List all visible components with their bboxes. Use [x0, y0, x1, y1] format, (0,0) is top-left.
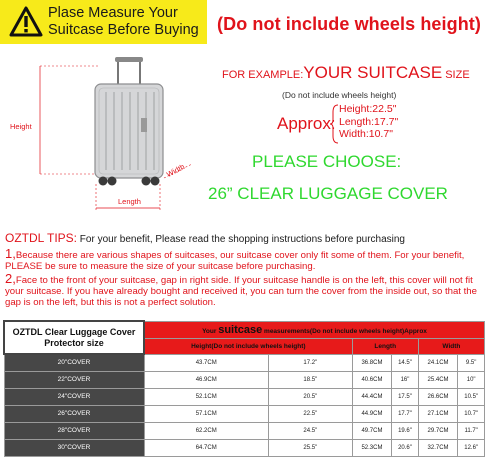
please-choose: PLEASE CHOOSE: — [252, 152, 402, 171]
cell: 18.5" — [268, 371, 352, 388]
cell: 11.7" — [458, 422, 485, 439]
table-row — [4, 388, 485, 405]
cell: 26.6CM — [418, 388, 458, 405]
tips-intro: For your benefit, Please read the shopping instructions before purchasing — [77, 234, 405, 245]
cell: 20.6" — [392, 439, 419, 456]
dim-height: Height:22.5" — [339, 103, 397, 115]
example-main: YOUR SUITCASE — [303, 63, 443, 82]
cell: 64.7CM — [144, 439, 268, 456]
table-row — [4, 371, 485, 388]
example-suffix: SIZE — [442, 69, 470, 81]
cell: 10.5" — [458, 388, 485, 405]
table-row — [4, 422, 485, 439]
cell: 17.7" — [392, 405, 419, 422]
tips-header — [5, 233, 485, 246]
row-name: 28"COVER — [4, 422, 144, 439]
cell: 40.6CM — [352, 371, 392, 388]
cover-recommendation: 26” CLEAR LUGGAGE COVER — [208, 184, 448, 203]
suitcase-diagram — [0, 48, 200, 218]
cell: 43.7CM — [144, 354, 268, 371]
cell: 19.6" — [392, 422, 419, 439]
row-name: 20"COVER — [4, 354, 144, 371]
table-row — [4, 354, 485, 371]
tips-title: OZTDL TIPS: — [5, 231, 78, 245]
measure-banner — [0, 0, 207, 44]
length-label: Length — [118, 197, 141, 206]
row-name: 24"COVER — [4, 388, 144, 405]
tip-2-number: 2, — [5, 271, 16, 286]
cell: 52.3CM — [352, 439, 392, 456]
cell: 20.5" — [268, 388, 352, 405]
example-line — [222, 63, 470, 83]
table-title-pre: Your — [202, 327, 219, 335]
warning-icon — [9, 6, 43, 37]
table-corner — [4, 321, 144, 354]
cell: 12.6" — [458, 439, 485, 456]
headline: (Do not include wheels height) — [217, 14, 481, 34]
cell: 10.7" — [458, 405, 485, 422]
corner-line-2: Protector size — [44, 337, 104, 348]
cell: 14.5" — [392, 354, 419, 371]
example-prefix: FOR EXAMPLE: — [222, 69, 304, 81]
brace-icon — [329, 104, 339, 144]
cell: 10" — [458, 371, 485, 388]
cell: 44.4CM — [352, 388, 392, 405]
cell: 24.5" — [268, 422, 352, 439]
corner-line-1: OZTDL Clear Luggage Cover — [12, 326, 136, 337]
cell: 24.1CM — [418, 354, 458, 371]
tip-1-number: 1, — [5, 246, 16, 261]
tip-2 — [5, 273, 485, 308]
tip-2-text: Face to the front of your suitcase, gap in right side. If your suitcase handle is on the left, this cover will not fit your suitcase. If you have already bought and received it, you can turn the cover from the inside out, so that the gap is on the left, but this is not a perfect solution. — [5, 275, 477, 308]
approx-label: Approx: — [277, 114, 336, 133]
table-title — [144, 321, 485, 338]
cell: 62.2CM — [144, 422, 268, 439]
height-label: Height — [10, 122, 32, 131]
dim-width: Width:10.7" — [339, 128, 393, 140]
cell: 49.7CM — [352, 422, 392, 439]
cell: 9.5" — [458, 354, 485, 371]
tip-1-text: Because there are various shapes of suitcases, our suitcase cover only fit some of them. For your benefit, PLEASE be sure to measure the size of your suitcase before purchasing. — [5, 250, 465, 272]
cell: 16" — [392, 371, 419, 388]
cell: 36.8CM — [352, 354, 392, 371]
banner-line-1: Plase Measure Your — [48, 5, 178, 21]
cell: 27.1CM — [418, 405, 458, 422]
cell: 22.5" — [268, 405, 352, 422]
banner-line-2: Suitcase Before Buying — [48, 22, 199, 38]
table-row — [4, 405, 485, 422]
wheels-note: (Do not include wheels height) — [282, 90, 397, 100]
cell: 57.1CM — [144, 405, 268, 422]
dim-length: Length:17.7" — [339, 115, 399, 128]
table-title-post: measurements(Do not include wheels height)Approx — [262, 327, 427, 335]
row-name: 26"COVER — [4, 405, 144, 422]
row-name: 22"COVER — [4, 371, 144, 388]
banner-text — [48, 5, 206, 39]
table-row — [4, 439, 485, 456]
cell: 25.5" — [268, 439, 352, 456]
row-name: 30"COVER — [4, 439, 144, 456]
cell: 46.9CM — [144, 371, 268, 388]
width-label: Width — [165, 162, 187, 179]
cell: 17.2" — [268, 354, 352, 371]
header-height: Height(Do not include wheels height) — [144, 338, 352, 354]
cell: 25.4CM — [418, 371, 458, 388]
cell: 17.5" — [392, 388, 419, 405]
size-table — [3, 320, 485, 457]
cell: 32.7CM — [418, 439, 458, 456]
header-width: Width — [418, 338, 484, 354]
tip-1 — [5, 248, 485, 272]
cell: 44.9CM — [352, 405, 392, 422]
table-title-big: suitcase — [218, 323, 263, 336]
dimensions — [339, 103, 398, 141]
cell: 29.7CM — [418, 422, 458, 439]
suitcase-illustration — [0, 48, 200, 218]
header-length: Length — [352, 338, 418, 354]
cell: 52.1CM — [144, 388, 268, 405]
